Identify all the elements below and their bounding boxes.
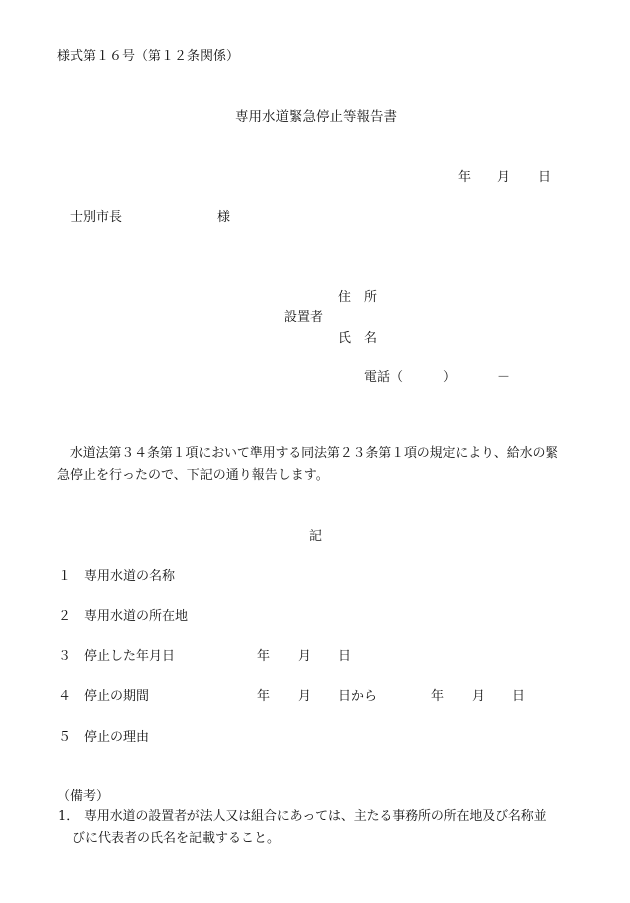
address-label: 住 所 — [338, 290, 378, 305]
phone-close: ） — [443, 370, 457, 385]
item-label: 停止の理由 — [84, 730, 150, 745]
addressee-name: 士別市長 — [70, 210, 123, 225]
date-year-label: 年 — [458, 170, 472, 185]
phone-label: 電話（ — [364, 370, 404, 385]
date-month-label: 月 — [497, 170, 511, 185]
note-line-2: びに代表者の氏名を記載すること。 — [72, 831, 281, 846]
item-label: 専用水道の名称 — [84, 569, 176, 584]
applicant-label: 設置者 — [284, 310, 324, 325]
item-label: 停止の期間 — [84, 689, 150, 704]
ki-heading: 記 — [309, 529, 323, 544]
addressee-honorific: 様 — [217, 210, 231, 225]
item-number: ４ — [58, 689, 72, 704]
body-line-2: 急停止を行ったので、下記の通り報告します。 — [57, 468, 329, 483]
name-label: 氏 名 — [338, 331, 378, 346]
phone-dash: － — [497, 370, 511, 385]
note-line-1: 専用水道の設置者が法人又は組合にあっては、主たる事務所の所在地及び名称並 — [84, 809, 547, 824]
item-number: １ — [58, 569, 72, 584]
item-label: 専用水道の所在地 — [84, 609, 189, 624]
item-year: 年 — [257, 649, 271, 664]
item-number: ３ — [58, 649, 72, 664]
item-number: ５ — [58, 730, 72, 745]
item-day-end: 日 — [512, 689, 526, 704]
item-label: 停止した年月日 — [84, 649, 176, 664]
item-year-end: 年 — [431, 689, 445, 704]
item-month-end: 月 — [472, 689, 486, 704]
note-number: 1． — [58, 809, 80, 824]
item-day-from: 日から — [338, 689, 378, 704]
item-number: ２ — [58, 609, 72, 624]
notes-heading: （備考） — [57, 789, 110, 804]
date-day-label: 日 — [538, 170, 552, 185]
item-day: 日 — [338, 649, 352, 664]
form-number: 様式第１６号（第１２条関係） — [57, 49, 240, 64]
item-month: 月 — [298, 689, 312, 704]
body-line-1: 水道法第３４条第１項において準用する同法第２３条第１項の規定により、給水の緊 — [69, 446, 559, 461]
document-title: 専用水道緊急停止等報告書 — [235, 109, 397, 125]
item-year: 年 — [257, 689, 271, 704]
item-month: 月 — [298, 649, 312, 664]
